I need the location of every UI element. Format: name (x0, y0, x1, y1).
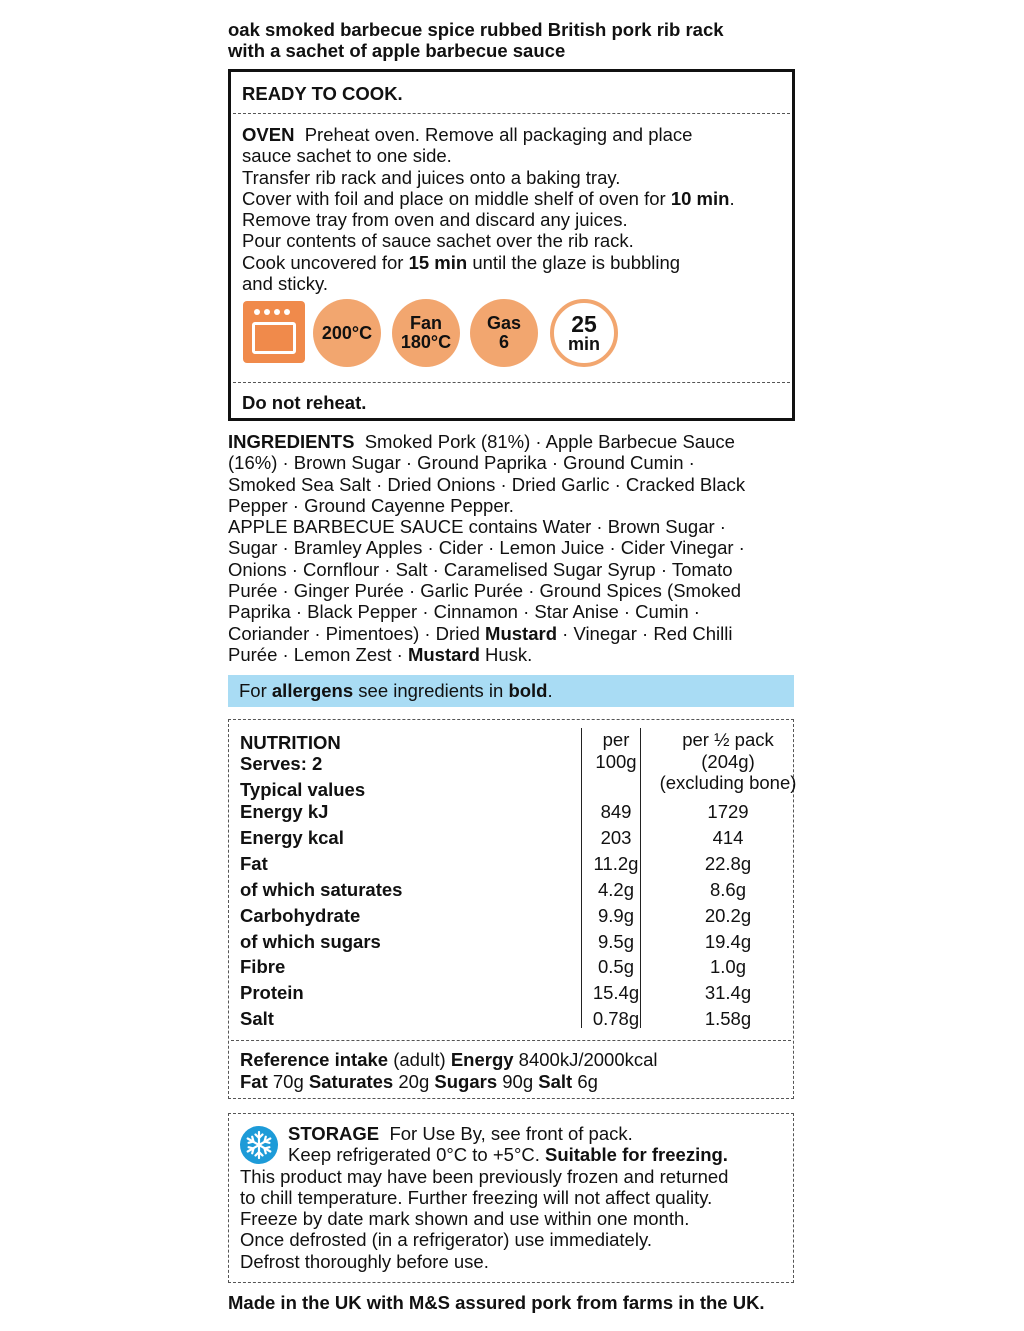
nutrient-name: Salt (240, 1008, 274, 1030)
conventional-temp-badge (313, 299, 381, 367)
reference-intake (240, 1049, 785, 1092)
oven-step-6: Cook uncovered for (242, 251, 404, 273)
reference-intake-label: Salt (538, 1070, 573, 1092)
ingredients-line: Husk. (485, 643, 533, 665)
allergen-text: For (239, 680, 267, 701)
typical-values-label: Typical values (240, 779, 366, 800)
divider (231, 1040, 791, 1041)
allergen-advice-bar (228, 675, 794, 707)
storage-line: Freeze by date mark shown and use within one month. (240, 1208, 690, 1230)
ready-to-cook-heading: READY TO COOK. (242, 83, 403, 104)
nutrient-name: Energy kJ (240, 801, 329, 822)
value-per-pack: 1729 (707, 801, 749, 822)
storage-line: Once defrosted (in a refrigerator) use immediately. (240, 1229, 652, 1251)
reference-intake-value: 8400kJ/2000kcal (518, 1049, 658, 1070)
value-per-pack: 20.2g (704, 904, 752, 926)
divider (233, 382, 790, 383)
reference-intake-value: 6g (577, 1070, 598, 1092)
do-not-reheat-note: Do not reheat. (242, 392, 367, 413)
ingredients-line: Smoked Pork (81%) · Apple Barbecue Sauce (364, 431, 735, 452)
reference-intake-text: (adult) (393, 1049, 446, 1070)
gas-label: Gas (486, 313, 522, 333)
nutrition-header (240, 729, 797, 800)
reference-intake-label: Sugars (434, 1070, 498, 1092)
reference-intake-label: Saturates (308, 1070, 394, 1092)
value-per-pack: 1.0g (709, 956, 746, 978)
storage-section (228, 1113, 794, 1283)
oven-icon (243, 301, 305, 363)
value-per-pack: 19.4g (704, 930, 752, 952)
nutrient-name: of which saturates (240, 878, 403, 900)
nutrition-heading: NUTRITION (240, 732, 341, 753)
value-per-pack: 22.8g (704, 852, 752, 874)
storage-line: For Use By, see front of pack. (389, 1123, 633, 1144)
divider (233, 113, 790, 114)
per-pack-header-line: (204g) (701, 750, 755, 772)
ingredients-section (228, 431, 803, 665)
allergen-mustard: Mustard (407, 643, 480, 665)
per-100g-header-line: 100g (595, 750, 637, 772)
oven-step-3: Cover with foil and place on middle shelf of oven for (242, 187, 666, 209)
reference-intake-value: 90g (502, 1070, 534, 1092)
nutrient-name: Carbohydrate (240, 904, 361, 926)
value-per-100g: 9.9g (597, 904, 634, 926)
fan-temp: 180°C (400, 332, 452, 352)
reference-intake-label: Energy (450, 1049, 514, 1070)
storage-text (240, 1123, 785, 1272)
ingredients-line: · Vinegar · Red Chilli (562, 622, 733, 644)
ingredients-line: Purée · Ginger Purée · Garlic Purée · Ground Spices (Smoked (228, 580, 742, 602)
per-100g-header (582, 729, 650, 772)
oven-step-4: Remove tray from oven and discard any juices. (242, 209, 628, 231)
conventional-temp: 200°C (321, 322, 373, 343)
reference-intake-label: Fat (240, 1070, 268, 1092)
cooking-instructions-box (228, 69, 795, 421)
allergen-mustard: Mustard (485, 622, 557, 644)
product-title-line-1: oak smoked barbecue spice rubbed British pork rib rack (228, 19, 724, 40)
serves-value: : 2 (300, 753, 323, 774)
value-per-pack: 8.6g (709, 878, 746, 900)
nutrient-name: of which sugars (240, 930, 381, 952)
serves-line (240, 753, 322, 775)
reference-intake-label: Reference intake (240, 1049, 389, 1070)
value-per-100g: 0.78g (592, 1008, 640, 1030)
oven-step-6b: and sticky. (242, 273, 329, 295)
nutrient-name: Fat (240, 852, 268, 874)
nutrient-name: Fibre (240, 956, 286, 978)
ingredients-line: Coriander · Pimentoes) · Dried (228, 622, 480, 644)
cook-time-unit: min (567, 333, 600, 354)
table-row (240, 931, 785, 957)
allergen-text: . (547, 680, 553, 701)
ingredients-line: Paprika · Black Pepper · Cinnamon · Star Anise · Cumin · (228, 601, 700, 623)
gas-mark: 6 (498, 332, 509, 352)
storage-line: Defrost thoroughly before use. (240, 1250, 489, 1272)
storage-line: This product may have been previously frozen and returned (240, 1165, 729, 1187)
table-row (240, 1008, 785, 1034)
value-per-pack: 414 (712, 826, 744, 848)
table-row (240, 801, 785, 827)
product-title-line-2: with a sachet of apple barbecue sauce (228, 40, 566, 61)
per-pack-header (655, 729, 801, 794)
cook-time-badge (550, 299, 618, 367)
storage-line: Keep refrigerated 0°C to +5°C. (288, 1144, 540, 1166)
ingredients-line: APPLE BARBECUE SAUCE contains Water · Brown Sugar · (228, 516, 726, 538)
nutrient-name: Protein (240, 982, 304, 1004)
table-row (240, 853, 785, 879)
value-per-pack: 1.58g (704, 1008, 752, 1030)
allergen-text: see ingredients in (358, 680, 504, 701)
allergen-text-bold: bold (508, 680, 548, 701)
reference-intake-value: 20g (398, 1070, 430, 1092)
ingredients-line: Smoked Sea Salt · Dried Onions · Dried Garlic · Cracked Black (228, 473, 746, 495)
per-pack-header-line: per ½ pack (682, 729, 774, 750)
gas-mark-badge (470, 299, 538, 367)
value-per-100g: 203 (600, 826, 632, 848)
oven-step-3-end: . (729, 187, 735, 209)
value-per-pack: 31.4g (704, 982, 752, 1004)
oven-label: OVEN (242, 124, 295, 145)
table-row (240, 827, 785, 853)
oven-step-6-end: until the glaze is bubbling (472, 251, 681, 273)
oven-instructions (242, 124, 790, 294)
table-row (240, 905, 785, 931)
ingredients-line: Sugar · Bramley Apples · Cider · Lemon Juice · Cider Vinegar · (228, 537, 745, 559)
suitable-for-freezing: Suitable for freezing. (544, 1144, 728, 1166)
value-per-100g: 0.5g (597, 956, 634, 978)
origin-statement: Made in the UK with M&S assured pork from farms in the UK. (228, 1292, 765, 1313)
ingredients-line: Purée · Lemon Zest · (228, 643, 403, 665)
value-per-100g: 849 (600, 801, 632, 822)
cook-time-value: 25 (571, 310, 597, 337)
ingredients-line: (16%) · Brown Sugar · Ground Paprika · Ground Cumin · (228, 452, 695, 474)
cooking-icons (240, 299, 780, 369)
allergen-text-bold: allergens (271, 680, 354, 701)
value-per-100g: 4.2g (597, 878, 634, 900)
oven-step-2: Transfer rib rack and juices onto a baking tray. (242, 166, 621, 188)
ingredients-heading: INGREDIENTS (228, 431, 355, 452)
nutrient-name: Energy kcal (240, 826, 344, 848)
per-100g-header-line: per (602, 729, 630, 750)
storage-heading: STORAGE (288, 1123, 380, 1144)
fan-label: Fan (409, 313, 442, 333)
per-pack-header-line: (excluding bone) (659, 772, 797, 793)
value-per-100g: 9.5g (597, 930, 634, 952)
fan-temp-badge (392, 299, 460, 367)
oven-step-1b: sauce sachet to one side. (242, 145, 452, 167)
ingredients-line: Pepper · Ground Cayenne Pepper. (228, 494, 514, 516)
product-title (228, 19, 808, 61)
oven-step-5: Pour contents of sauce sachet over the rib rack. (242, 230, 634, 252)
table-row (240, 879, 785, 905)
table-row (240, 956, 785, 982)
value-per-100g: 15.4g (592, 982, 640, 1004)
serves-label: Serves (240, 753, 301, 774)
value-per-100g: 11.2g (593, 852, 639, 874)
storage-line: to chill temperature. Further freezing will not affect quality. (240, 1186, 713, 1208)
ingredients-line: Onions · Cornflour · Salt · Caramelised Sugar Syrup · Tomato (228, 558, 733, 580)
reference-intake-value: 70g (272, 1070, 304, 1092)
nutrition-table (228, 719, 797, 1099)
oven-step-6-time: 15 min (408, 251, 468, 273)
oven-step-1: Preheat oven. Remove all packaging and place (304, 124, 693, 145)
oven-step-3-time: 10 min (670, 187, 730, 209)
table-row (240, 982, 785, 1008)
